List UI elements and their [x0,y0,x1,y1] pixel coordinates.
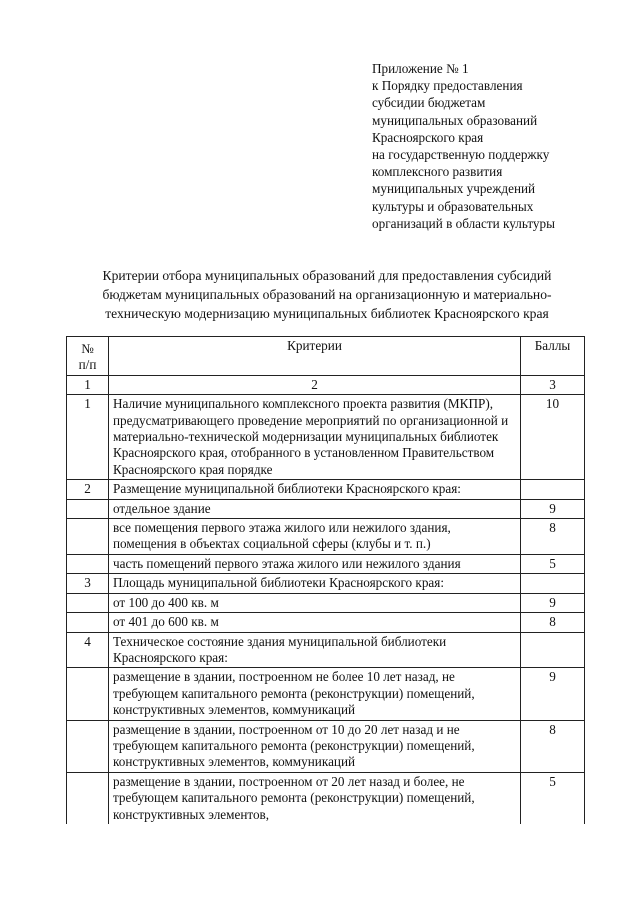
title-line: бюджетам муниципальных образований на организационную и материально- [102,287,552,302]
index-cell: 1 [67,375,109,394]
criteria-table-body [67,337,585,824]
row-num [67,613,109,632]
appendix-line: Приложение № 1 [372,61,469,76]
row-points: 8 [521,613,585,632]
table-row [67,720,585,772]
row-points [521,574,585,593]
appendix-line: к Порядку предоставления [372,78,523,94]
row-num: 3 [67,574,109,593]
table-index-row [67,375,585,394]
appendix-line: культуры и образовательных [372,198,534,214]
row-points [521,480,585,499]
table-row [67,593,585,612]
row-num [67,668,109,720]
table-row [67,772,585,824]
row-points: 8 [521,720,585,772]
appendix-line: организаций в области культуры [372,215,555,231]
row-num: 1 [67,395,109,480]
row-num [67,772,109,824]
table-row [67,574,585,593]
title-line: Критерии отбора муниципальных образований для предоставления субсидий [102,268,552,283]
row-points: 9 [521,668,585,720]
table-row [67,480,585,499]
appendix-line: комплексного развития [372,164,503,180]
row-criterion: часть помещений первого этажа жилого или нежилого здания [109,554,521,573]
row-criterion: от 401 до 600 кв. м [109,613,521,632]
row-criterion: Площадь муниципальной библиотеки Красноярского края: [109,574,521,593]
table-row [67,554,585,573]
document-title [40,266,614,323]
row-criterion: размещение в здании, построенном не более 10 лет назад, не требующем капитального ремонта (реконструкции) помещений, конструктивных элементов, коммуникаций [109,668,521,720]
row-points: 9 [521,499,585,518]
row-points: 8 [521,519,585,555]
row-points: 10 [521,395,585,480]
appendix-heading [372,60,634,232]
row-num [67,720,109,772]
index-cell: 3 [521,375,585,394]
table-row [67,519,585,555]
row-num [67,554,109,573]
row-num: 4 [67,632,109,668]
table-row [67,632,585,668]
row-criterion: размещение в здании, построенном от 20 лет назад и более, не требующем капитального ремонта (реконструкции) помещений, конструктивных элементов, [109,772,521,824]
header-points: Баллы [521,337,585,376]
table-header-row [67,337,585,376]
appendix-line: Красноярского края [372,129,484,145]
row-num [67,499,109,518]
row-criterion: Размещение муниципальной библиотеки Красноярского края: [109,480,521,499]
table-row [67,499,585,518]
row-points [521,632,585,668]
index-cell: 2 [109,375,521,394]
row-num: 2 [67,480,109,499]
table-row [67,668,585,720]
row-criterion: от 100 до 400 кв. м [109,593,521,612]
appendix-line: субсидии бюджетам [372,95,486,111]
title-line: техническую модернизацию муниципальных библиотек Красноярского края [105,306,549,321]
header-criteria: Критерии [109,337,521,376]
row-criterion: Наличие муниципального комплексного проекта развития (МКПР), предусматривающего проведение мероприятий по организационной и материально-технической модернизации муниципальных библиотек Красноярского края, отобранного в установленном Правительством Красноярского края порядке [109,395,521,480]
row-criterion: отдельное здание [109,499,521,518]
row-criterion: Техническое состояние здания муниципальной библиотеки Красноярского края: [109,632,521,668]
criteria-table [66,336,585,824]
appendix-line: муниципальных учреждений [372,181,536,197]
appendix-line: на государственную поддержку [372,147,550,163]
row-points: 9 [521,593,585,612]
table-row [67,613,585,632]
row-points: 5 [521,772,585,824]
appendix-line: муниципальных образований [372,112,538,128]
row-points: 5 [521,554,585,573]
table-row [67,395,585,480]
row-num [67,593,109,612]
row-num [67,519,109,555]
header-num: № п/п [67,337,109,376]
row-criterion: все помещения первого этажа жилого или нежилого здания, помещения в объектах социальной сферы (клубы и т. п.) [109,519,521,555]
row-criterion: размещение в здании, построенном от 10 до 20 лет назад и не требующем капитального ремонта (реконструкции) помещений, конструктивных элементов, коммуникаций [109,720,521,772]
